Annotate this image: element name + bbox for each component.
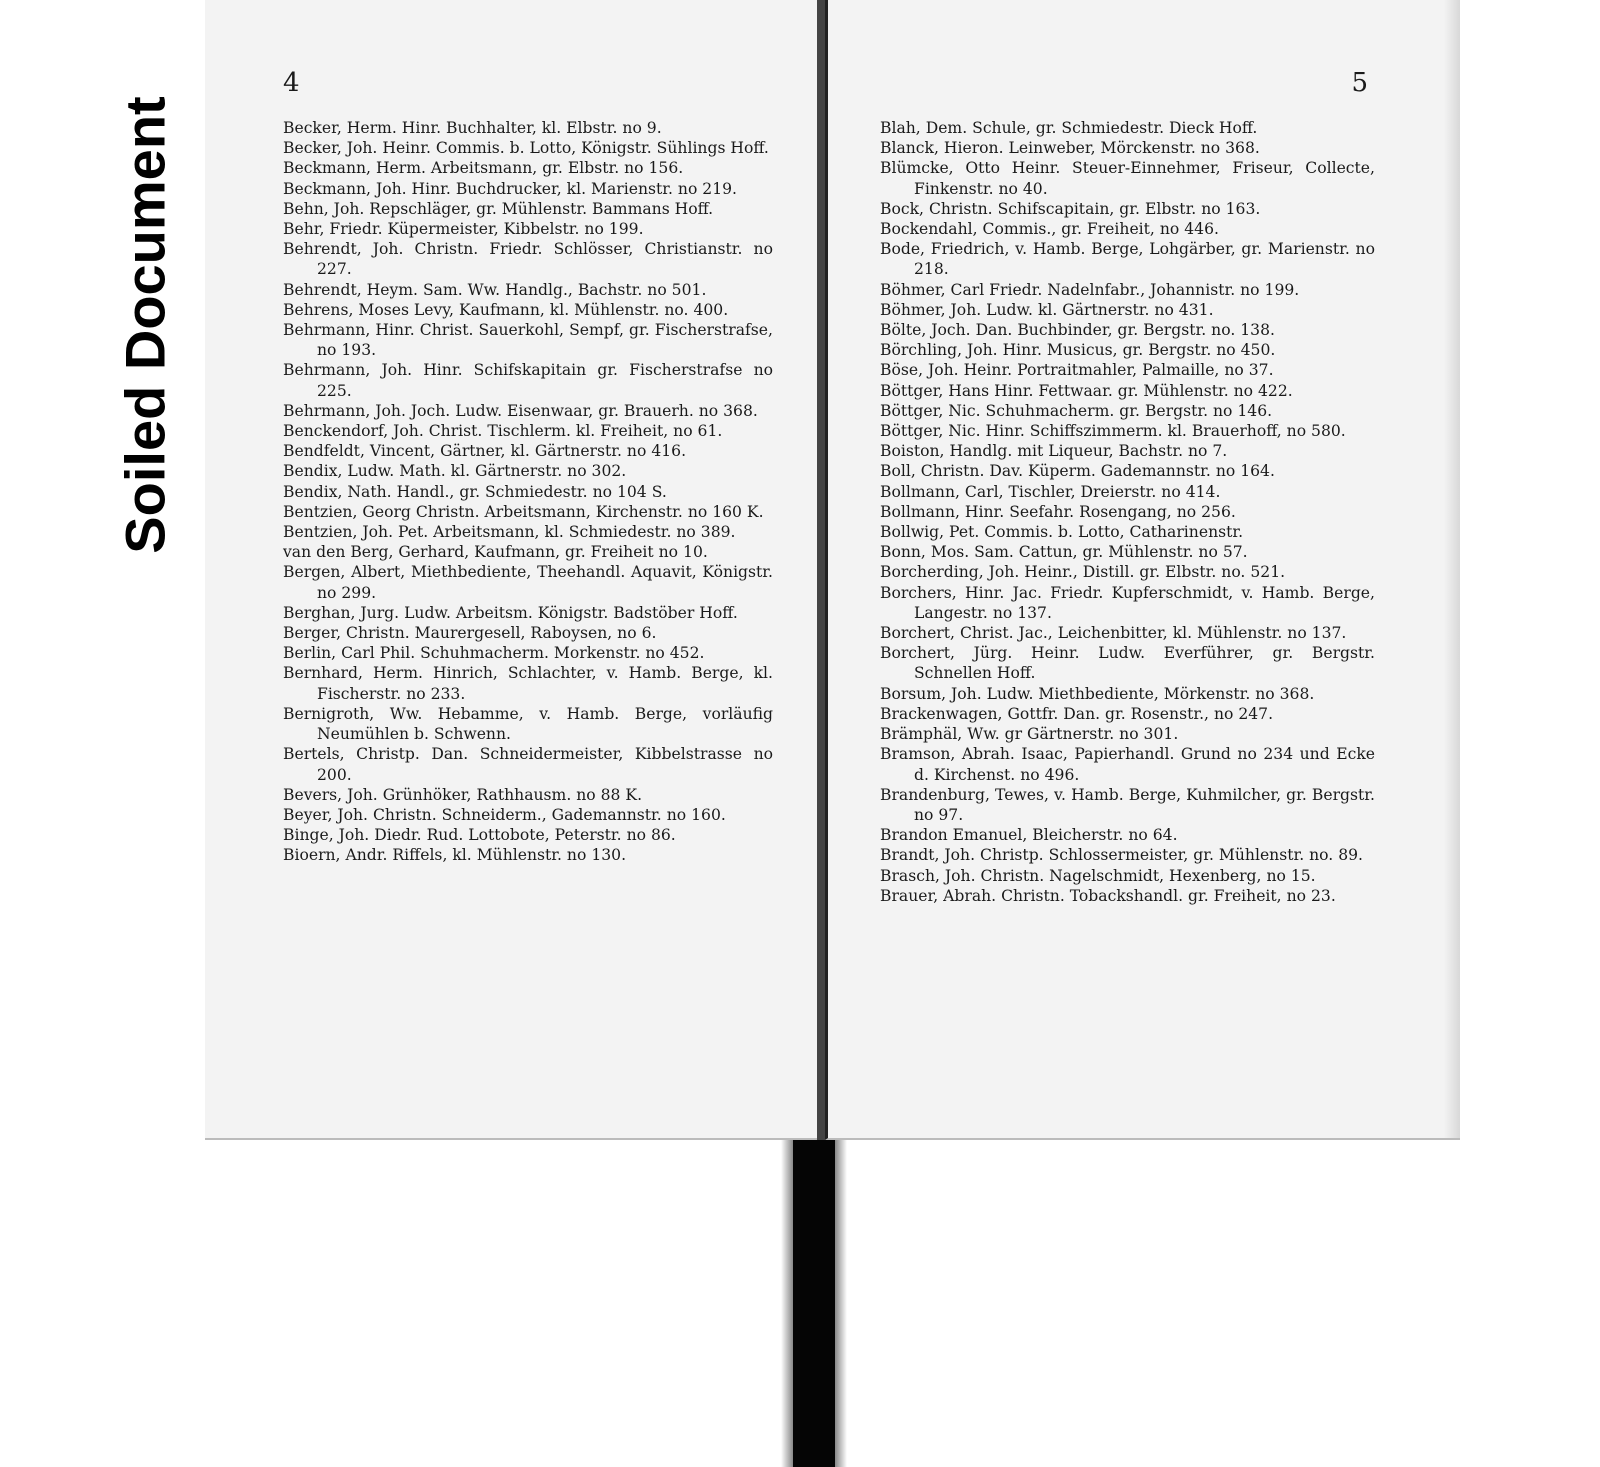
directory-entry: Brandon Emanuel, Bleicherstr. no 64. <box>880 826 1178 845</box>
directory-entry: Bollmann, Carl, Tischler, Dreierstr. no 414. <box>880 482 1221 501</box>
left-page <box>205 0 820 1140</box>
directory-entry: Börchling, Joh. Hinr. Musicus, gr. Bergstr. no 450. <box>880 341 1276 360</box>
directory-entry: Bendfeldt, Vincent, Gärtner, kl. Gärtnerstr. no 416. <box>283 442 687 461</box>
directory-entry: Boiston, Handlg. mit Liqueur, Bachstr. no 7. <box>880 442 1228 461</box>
directory-entry: Borchert, Christ. Jac., Leichenbitter, kl. Mühlenstr. no 137. <box>880 624 1347 643</box>
open-book <box>205 0 1460 1145</box>
directory-entry: Behrendt, Joh. Christn. Friedr. Schlösser, Christianstr. no 227. <box>283 240 773 279</box>
directory-entry: Blümcke, Otto Heinr. Steuer-Einnehmer, Friseur, Collecte, Finkenstr. no 40. <box>880 159 1375 198</box>
directory-entry: Borchers, Hinr. Jac. Friedr. Kupferschmidt, v. Hamb. Berge, Langestr. no 137. <box>880 583 1375 622</box>
directory-entry: Brackenwagen, Gottfr. Dan. gr. Rosenstr., no 247. <box>880 704 1274 723</box>
left-page-number: 4 <box>283 68 300 98</box>
directory-entry: Beyer, Joh. Christn. Schneiderm., Gademannstr. no 160. <box>283 805 726 824</box>
directory-entry: Borsum, Joh. Ludw. Miethbediente, Mörkenstr. no 368. <box>880 684 1315 703</box>
directory-entry: Bramson, Abrah. Isaac, Papierhandl. Grund no 234 und Ecke d. Kirchenst. no 496. <box>880 745 1375 784</box>
directory-entry: Beckmann, Joh. Hinr. Buchdrucker, kl. Marienstr. no 219. <box>283 179 738 198</box>
directory-entry: Brasch, Joh. Christn. Nagelschmidt, Hexenberg, no 15. <box>880 866 1316 885</box>
directory-entry: Bollmann, Hinr. Seefahr. Rosengang, no 256. <box>880 502 1236 521</box>
directory-entry: Behrendt, Heym. Sam. Ww. Handlg., Bachstr. no 501. <box>283 280 707 299</box>
directory-entry: Brauer, Abrah. Christn. Tobackshandl. gr. Freiheit, no 23. <box>880 886 1336 905</box>
directory-entry: Borcherding, Joh. Heinr., Distill. gr. Elbstr. no. 521. <box>880 563 1286 582</box>
directory-entry: Berghan, Jurg. Ludw. Arbeitsm. Königstr. Badstöber Hoff. <box>283 603 738 622</box>
directory-entry: Bergen, Albert, Miethbediente, Theehandl. Aquavit, Königstr. no 299. <box>283 563 773 602</box>
directory-entry: Becker, Joh. Heinr. Commis. b. Lotto, Königstr. Sühlings Hoff. <box>283 139 769 158</box>
directory-entry: Blah, Dem. Schule, gr. Schmiedestr. Dieck Hoff. <box>880 119 1258 137</box>
right-page-number: 5 <box>1351 68 1368 98</box>
directory-entry: Böse, Joh. Heinr. Portraitmahler, Palmaille, no 37. <box>880 361 1274 380</box>
directory-entry: Berger, Christn. Maurergesell, Raboysen, no 6. <box>283 624 657 643</box>
directory-entry: Böttger, Nic. Schuhmacherm. gr. Bergstr. no 146. <box>880 401 1273 420</box>
directory-entry: Bollwig, Pet. Commis. b. Lotto, Catharinenstr. <box>880 523 1244 542</box>
directory-entry: Bonn, Mos. Sam. Cattun, gr. Mühlenstr. no 57. <box>880 543 1248 562</box>
directory-entry: Behn, Joh. Repschläger, gr. Mühlenstr. Bammans Hoff. <box>283 199 714 218</box>
directory-entry: Bendix, Nath. Handl., gr. Schmiedestr. no 104 S. <box>283 482 667 501</box>
directory-entry: Borchert, Jürg. Heinr. Ludw. Everführer, gr. Bergstr. Schnellen Hoff. <box>880 644 1375 683</box>
directory-entry: Bernhard, Herm. Hinrich, Schlachter, v. Hamb. Berge, kl. Fischerstr. no 233. <box>283 664 773 703</box>
book-spine <box>793 1140 835 1467</box>
directory-entry: van den Berg, Gerhard, Kaufmann, gr. Freiheit no 10. <box>283 543 708 562</box>
directory-entry: Behr, Friedr. Küpermeister, Kibbelstr. no 199. <box>283 220 644 239</box>
directory-entry: Becker, Herm. Hinr. Buchhalter, kl. Elbstr. no 9. <box>283 119 662 137</box>
directory-entry: Böttger, Hans Hinr. Fettwaar. gr. Mühlenstr. no 422. <box>880 381 1293 400</box>
directory-entry: Bernigroth, Ww. Hebamme, v. Hamb. Berge, vorläufig Neumühlen b. Schwenn. <box>283 704 773 744</box>
directory-entry: Böhmer, Joh. Ludw. kl. Gärtnerstr. no 431. <box>880 300 1214 319</box>
directory-entry: Binge, Joh. Diedr. Rud. Lottobote, Peterstr. no 86. <box>283 826 676 845</box>
directory-entry: Bode, Friedrich, v. Hamb. Berge, Lohgärber, gr. Marienstr. no 218. <box>880 240 1375 279</box>
directory-entry: Bölte, Joch. Dan. Buchbinder, gr. Bergstr. no. 138. <box>880 321 1275 340</box>
directory-entry: Brandt, Joh. Christp. Schlossermeister, gr. Mühlenstr. no. 89. <box>880 846 1364 865</box>
directory-entry: Benckendorf, Joh. Christ. Tischlerm. kl. Freiheit, no 61. <box>283 422 723 441</box>
directory-entry: Beckmann, Herm. Arbeitsmann, gr. Elbstr. no 156. <box>283 159 684 178</box>
soiled-document-label <box>70 70 220 580</box>
directory-entry: Böttger, Nic. Hinr. Schiffszimmerm. kl. Brauerhoff, no 580. <box>880 422 1346 441</box>
directory-entry: Bevers, Joh. Grünhöker, Rathhausm. no 88 K. <box>283 785 643 804</box>
directory-entry: Bioern, Andr. Riffels, kl. Mühlenstr. no 130. <box>283 846 627 865</box>
directory-entry: Bockendahl, Commis., gr. Freiheit, no 446. <box>880 220 1219 239</box>
left-directory-list <box>283 118 773 866</box>
directory-entry: Berlin, Carl Phil. Schuhmacherm. Morkenstr. no 452. <box>283 644 705 663</box>
directory-entry: Bentzien, Georg Christn. Arbeitsmann, Kirchenstr. no 160 K. <box>283 502 764 521</box>
directory-entry: Behrmann, Joh. Joch. Ludw. Eisenwaar, gr. Brauerh. no 368. <box>283 401 758 420</box>
directory-entry: Behrmann, Hinr. Christ. Sauerkohl, Sempf, gr. Fischerstrafse, no 193. <box>283 321 773 360</box>
directory-entry: Bendix, Ludw. Math. kl. Gärtnerstr. no 302. <box>283 462 627 481</box>
label-text: Soiled Document <box>113 96 177 554</box>
directory-entry: Böhmer, Carl Friedr. Nadelnfabr., Johannistr. no 199. <box>880 280 1300 299</box>
directory-entry: Brämphäl, Ww. gr Gärtnerstr. no 301. <box>880 725 1179 744</box>
right-page <box>825 0 1460 1140</box>
directory-entry: Bock, Christn. Schifscapitain, gr. Elbstr. no 163. <box>880 199 1261 218</box>
directory-entry: Brandenburg, Tewes, v. Hamb. Berge, Kuhmilcher, gr. Bergstr. no 97. <box>880 785 1375 824</box>
directory-entry: Blanck, Hieron. Leinweber, Mörckenstr. no 368. <box>880 139 1260 158</box>
directory-entry: Boll, Christn. Dav. Küperm. Gademannstr. no 164. <box>880 462 1275 481</box>
directory-entry: Bentzien, Joh. Pet. Arbeitsmann, kl. Schmiedestr. no 389. <box>283 523 736 542</box>
directory-entry: Bertels, Christp. Dan. Schneidermeister, Kibbelstrasse no 200. <box>283 745 773 784</box>
right-directory-list <box>880 118 1375 906</box>
directory-entry: Behrmann, Joh. Hinr. Schifskapitain gr. Fischerstrafse no 225. <box>283 361 773 400</box>
directory-entry: Behrens, Moses Levy, Kaufmann, kl. Mühlenstr. no. 400. <box>283 300 729 319</box>
